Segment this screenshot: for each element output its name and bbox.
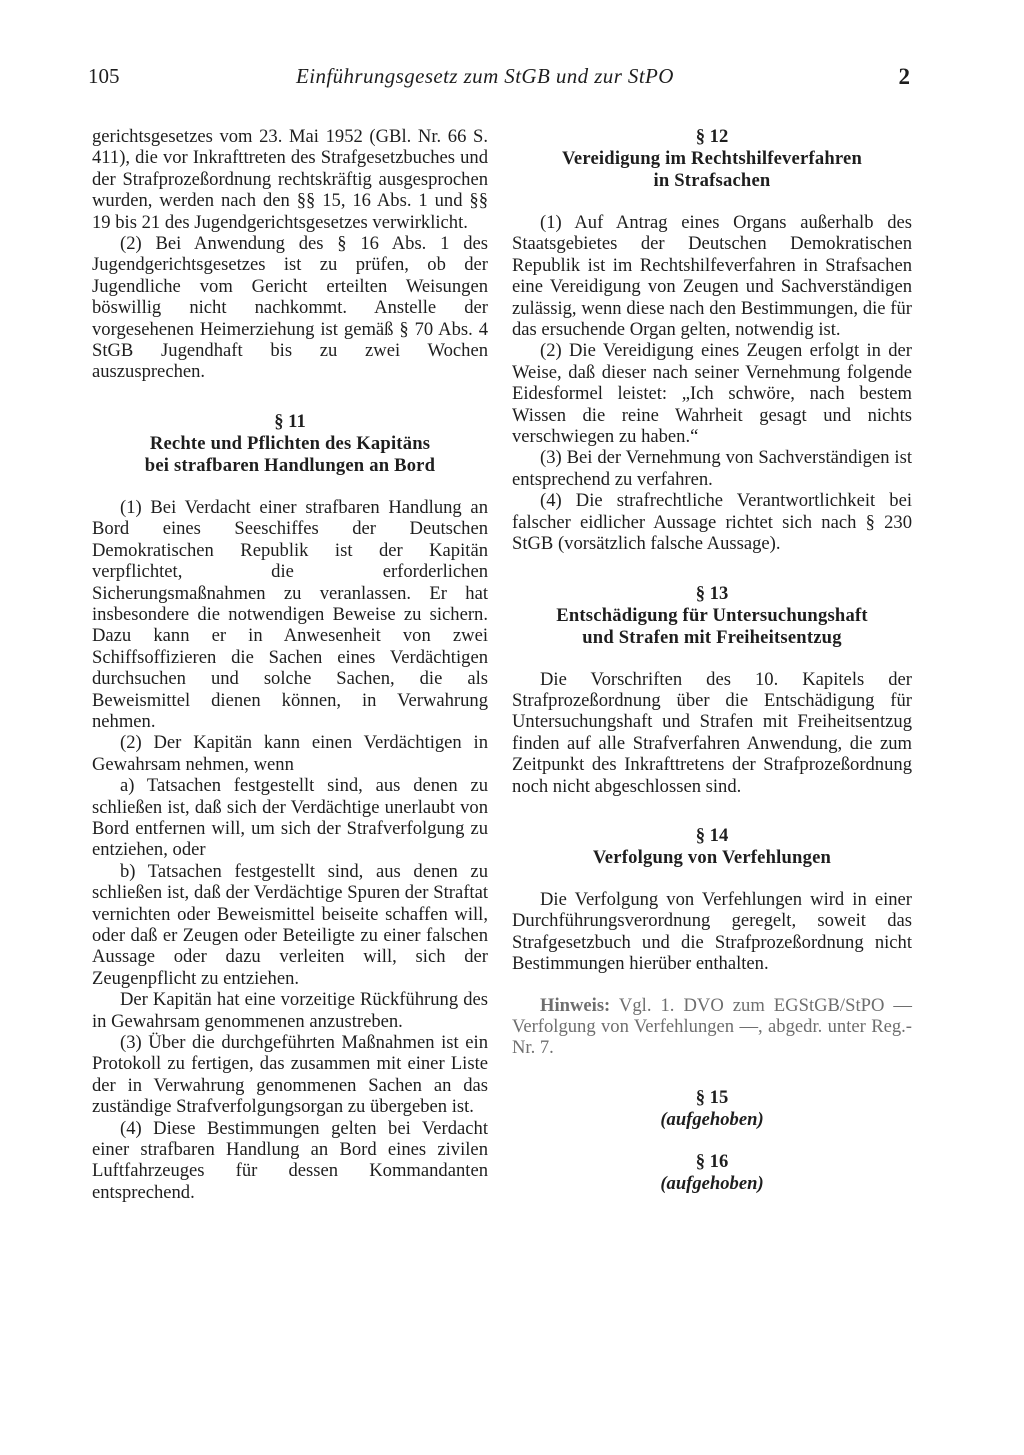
section-12-title-line-1: Vereidigung im Rechtshilfeverfahren	[561, 148, 862, 169]
running-title: Einführungsgesetz zum StGB und zur StPO	[296, 64, 674, 88]
section-11-item-a: a) Tatsachen festgestellt sind, aus denen zu schließen ist, daß sich der Verdächtige unerlaubt von Bord entfernen will, um sich der Strafverfolgung zu entziehen, oder	[92, 775, 488, 861]
section-11-paragraph-1: (1) Bei Verdacht einer strafbaren Handlung an Bord eines Seeschiffes der Deutschen Demokratischen Republik ist der Kapitän verpflichtet, die erforderlichen Sicherungsmaßnahmen zu veranlassen. Er hat insbesondere die notwendigen Beweise zu sichern. Dazu kann er in Anwesenheit von zwei Schiffsoffizieren die Sachen eines Verdächtigen durchsuchen und solche Sachen, die als Beweismittel dienen können, in Verwahrung nehmen.	[92, 496, 488, 732]
section-11-title-line-2: bei strafbaren Handlungen an Bord	[144, 454, 436, 476]
section-11-title-line-1: Rechte und Pflichten des Kapitäns	[149, 432, 431, 454]
section-11-paragraph-3: (3) Über die durchgeführten Maßnahmen ist ein Protokoll zu fertigen, das zusammen mit einer Liste der in Verwahrung genommenen Sachen an das zuständige Strafverfolgungsorgan zu übergeben ist.	[92, 1032, 488, 1118]
section-12-paragraph-3: (3) Bei der Vernehmung von Sachverständigen ist entsprechend zu verfahren.	[512, 447, 912, 490]
note-label: Hinweis:	[540, 994, 611, 1016]
section-16-status: (aufgehoben)	[660, 1172, 764, 1194]
section-12-title-line-2: in Strafsachen	[653, 170, 771, 191]
section-12-paragraph-4: (4) Die strafrechtliche Verantwortlichkeit bei falscher eidlicher Aussage richtet sich nach § 230 StGB (vorsätzlich falsche Aussage).	[512, 490, 912, 555]
section-13-title-line-1: Entschädigung für Untersuchungshaft	[556, 604, 868, 626]
section-14-note	[512, 995, 912, 1059]
section-14-paragraph-1: Die Verfolgung von Verfehlungen wird in einer Durchführungsverordnung geregelt, soweit das Strafgesetzbuch und die Strafprozeßordnung nicht Bestimmungen hierüber enthalten.	[512, 888, 912, 975]
section-13-title-line-2: und Strafen mit Freiheitsentzug	[582, 626, 842, 648]
section-13-paragraph-1: Die Vorschriften des 10. Kapitels der Strafprozeßordnung über die Entschädigung für Untersuchungshaft und Strafen mit Freiheitsentzug finden auf alle Strafverfahren Anwendung, die zum Zeitpunkt des Inkrafttretens der Strafprozeßordnung noch nicht abgeschlossen sind.	[512, 668, 912, 797]
section-14-title-line-1: Verfolgung von Verfehlungen	[592, 846, 832, 868]
page-header	[88, 64, 910, 92]
section-13-heading	[512, 583, 912, 649]
section-14-heading	[512, 825, 912, 869]
section-11-item-b: b) Tatsachen festgestellt sind, aus denen zu schließen ist, daß der Verdächtige Spuren der Straftat vernichten oder Beweismittel beiseite schaffen will, oder daß er Zeugen oder Beteiligte zu einer falschen Aussage oder dazu verleiten will, sich der Zeugenpflicht zu entziehen.	[92, 860, 488, 989]
section-11-paragraph-2-continued: Der Kapitän hat eine vorzeitige Rückführung des in Gewahrsam genommenen anzustreben.	[92, 989, 488, 1032]
intro-paragraph: gerichtsgesetzes vom 23. Mai 1952 (GBl. Nr. 66 S. 411), die vor Inkrafttreten des Strafgesetzbuches und der Strafprozeßordnung rechtskräftig ausgesprochen wurden, werden nach den §§ 15, 16 Abs. 1 und §§ 19 bis 21 des Jugendgerichtsgesetzes verwirklicht.	[92, 126, 488, 233]
note-text: Vgl. 1. DVO zum EGStGB/StPO — Verfolgung von Verfehlungen —, abgedr. unter Reg.-Nr. 7.	[512, 994, 912, 1059]
section-11-paragraph-2: (2) Der Kapitän kann einen Verdächtigen in Gewahrsam nehmen, wenn	[92, 732, 488, 775]
right-column	[512, 126, 912, 1195]
section-15-number: § 15	[695, 1086, 729, 1108]
section-16-number: § 16	[695, 1150, 729, 1172]
section-number: 2	[898, 64, 910, 89]
section-14-number: § 14	[695, 824, 729, 846]
section-13-number: § 13	[695, 582, 729, 604]
section-11-paragraph-4: (4) Diese Bestimmungen gelten bei Verdacht einer strafbaren Handlung an Bord eines zivilen Luftfahrzeuges für dessen Kommandanten entsprechend.	[92, 1117, 488, 1203]
page-number: 105	[88, 64, 120, 88]
section-12-number: § 12	[695, 126, 729, 147]
left-column	[92, 126, 488, 1203]
section-15-status: (aufgehoben)	[660, 1108, 764, 1130]
section-12-paragraph-1: (1) Auf Antrag eines Organs außerhalb des Staatsgebietes der Deutschen Demokratischen Republik ist im Rechtshilfeverfahren in Strafsachen eine Vereidigung von Zeugen und Sachverständigen zulässig, wenn diese nach den Bestimmungen, die für das ersuchende Organ gelten, notwendig ist.	[512, 212, 912, 341]
section-15-heading	[512, 1087, 912, 1131]
paragraph-2: (2) Bei Anwendung des § 16 Abs. 1 des Jugendgerichtsgesetzes ist zu prüfen, ob der Jugendliche vom Gericht erteilten Weisungen böswillig nicht nachkommt. Anstelle der vorgesehenen Heimerziehung ist gemäß § 70 Abs. 4 StGB Jugendhaft bis zu zwei Wochen auszusprechen.	[92, 233, 488, 383]
section-16-heading	[512, 1151, 912, 1195]
section-12-heading	[512, 126, 912, 192]
section-12-paragraph-2: (2) Die Vereidigung eines Zeugen erfolgt in der Weise, daß dieser nach seiner Vernehmung folgende Eidesformel leistet: „Ich schwöre, nach bestem Wissen die reine Wahrheit gesagt und nichts verschwiegen zu haben.“	[512, 340, 912, 448]
section-11-heading	[92, 411, 488, 477]
section-11-number: § 11	[274, 410, 306, 432]
